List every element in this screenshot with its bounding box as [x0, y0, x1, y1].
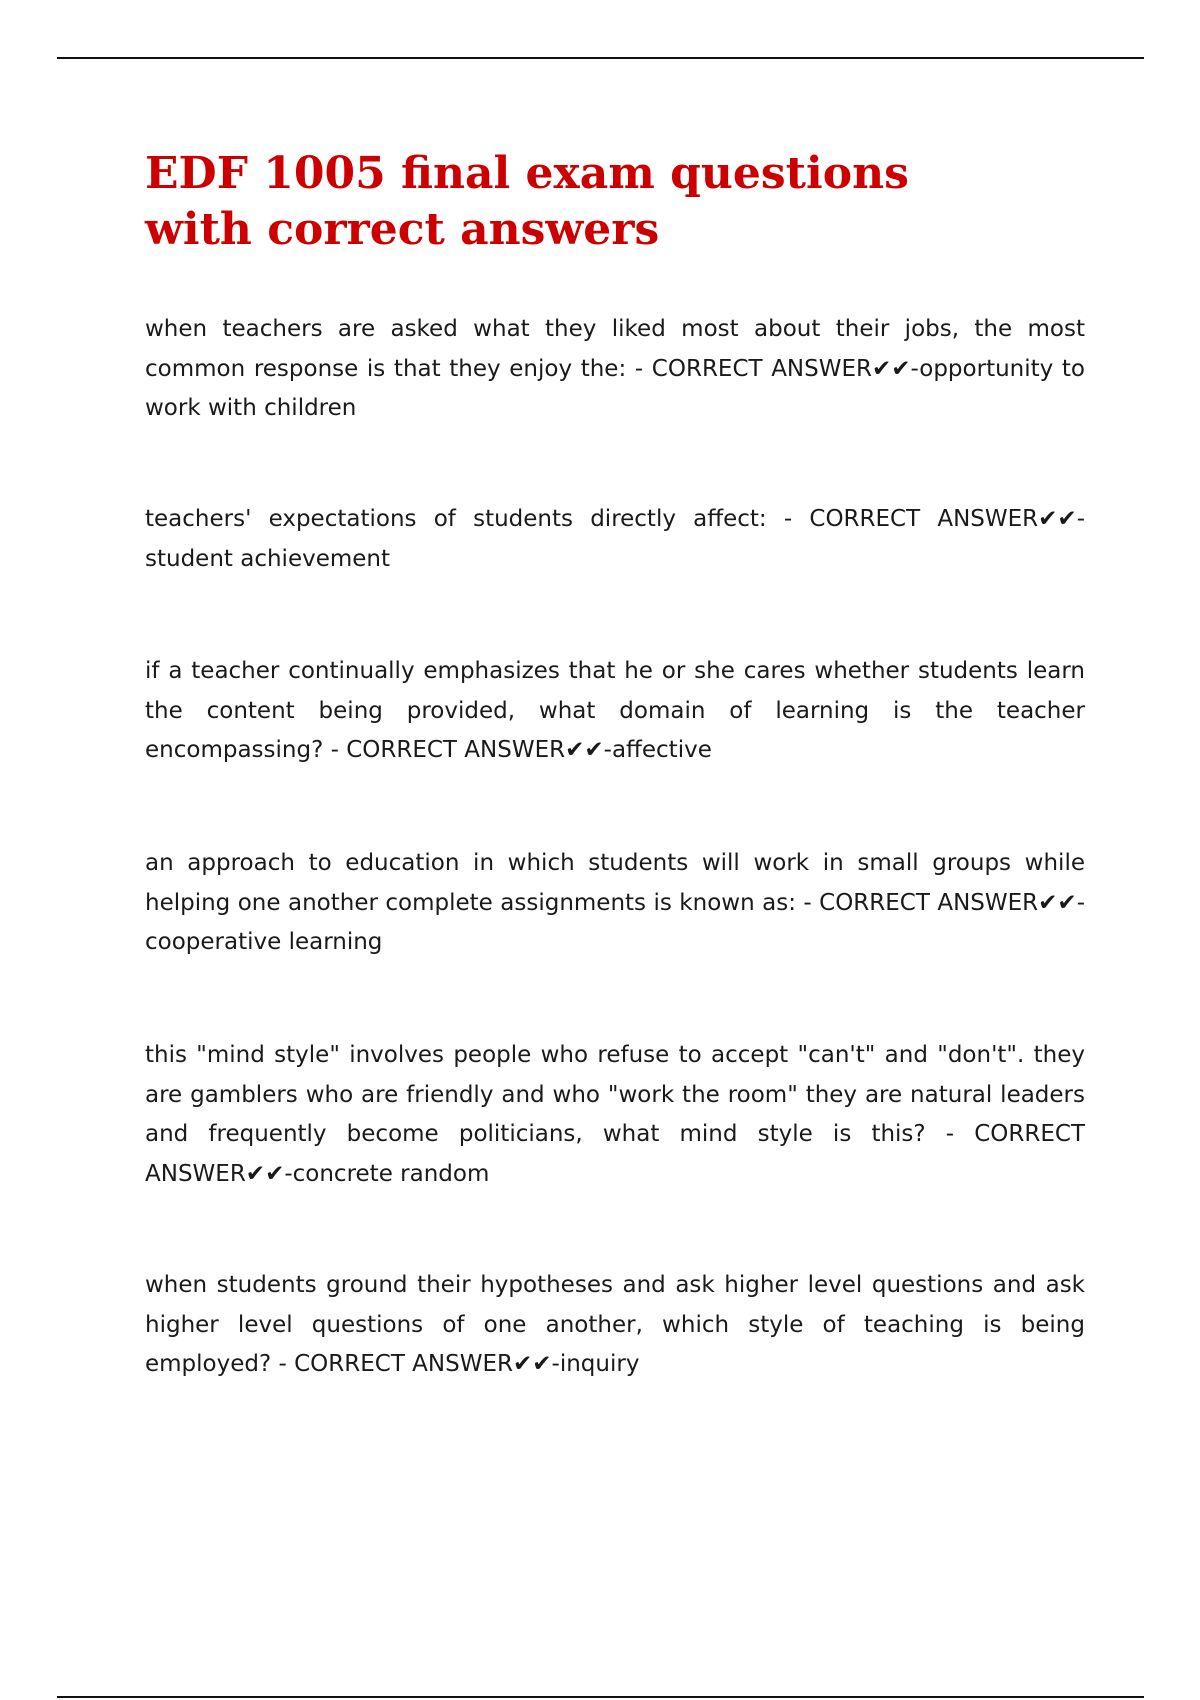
qa-item-3 [145, 652, 1085, 771]
question-text: when teachers are asked what they liked most about their jobs, the most common response is that they enjoy the: [145, 316, 1085, 382]
document-title: EDF 1005 final exam questions with correct answers [145, 148, 909, 255]
qa-item-6 [145, 1266, 1085, 1385]
answer-marker: - CORRECT ANSWER✔✔- [626, 355, 920, 382]
question-text: if a teacher continually emphasizes that he or she cares whether students learn the content being provided, what domain of learning is the teacher encompassing? [145, 658, 1085, 763]
answer-text: student achievement [145, 545, 391, 572]
question-text: this "mind style" involves people who refuse to accept "can't" and "don't". they are gamblers who are friendly and who "work the room" they are natural leaders and frequently become politicians, what mind style is this? [145, 1042, 1085, 1147]
question-text: when students ground their hypotheses and ask higher level questions and ask higher level questions of one another, which style of teaching is being employed? [145, 1272, 1085, 1377]
answer-text: cooperative learning [145, 929, 383, 955]
answer-text: affective [611, 737, 712, 763]
answer-text: opportunity to work with children [145, 355, 1085, 421]
qa-item-1 [145, 310, 1085, 429]
answer-marker: - CORRECT ANSWER✔✔- [795, 889, 1085, 916]
answer-marker: - CORRECT ANSWER✔✔- [766, 506, 1085, 532]
question-text: an approach to education in which students will work in small groups while helping one another complete assignments is known as: [145, 850, 1085, 916]
answer-text: inquiry [559, 1351, 640, 1377]
answer-marker: - CORRECT ANSWER✔✔- [323, 737, 612, 763]
answer-text: concrete random [292, 1160, 490, 1187]
answer-marker: - CORRECT ANSWER✔✔- [271, 1351, 560, 1377]
answer-marker: - CORRECT ANSWER✔✔- [145, 1121, 1085, 1187]
top-divider [57, 57, 1144, 59]
qa-item-5 [145, 1036, 1085, 1194]
qa-item-2 [145, 500, 1085, 579]
bottom-divider [57, 1696, 1144, 1698]
question-text: teachers' expectations of students directly affect: [145, 506, 767, 532]
qa-item-4 [145, 844, 1085, 963]
